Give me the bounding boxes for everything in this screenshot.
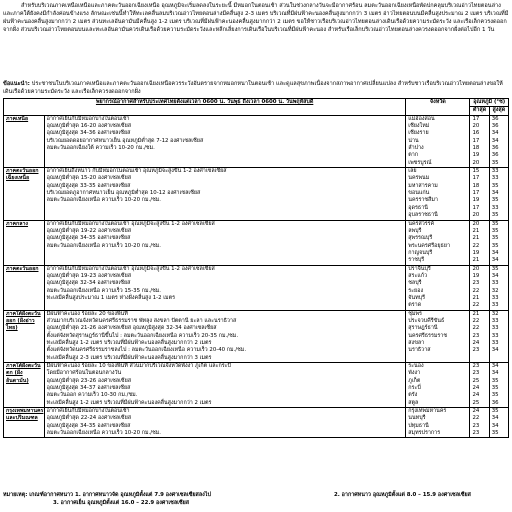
forecast-line: ส่วนมากบริเวณจังหวัดนครศรีธรรมราช พัทลุง สงขลา ปัตตานี ยะลา และนราธิวาส: [46, 317, 237, 324]
province-name: สงขลา: [408, 340, 425, 346]
forecast-line-cell: [44, 408, 406, 438]
temperature-header: อุณหภูมิ (°ซ): [470, 99, 509, 107]
min-temp: 21: [472, 257, 480, 264]
max-temp: 35: [491, 392, 499, 399]
min-temp: 20: [472, 159, 480, 166]
min-temp: 21: [472, 235, 480, 242]
min-temp: 24: [472, 340, 480, 346]
min-temp-cell: [470, 408, 489, 438]
min-temp: 22: [472, 302, 480, 309]
max-temp: 32: [491, 310, 499, 317]
forecast-line: มีฝนฟ้าคะนอง ร้อยละ 10 ของพื้นที่ ส่วนมากบริเวณจังหวัดพังงา ภูเก็ต และกระบี่: [46, 363, 231, 370]
forecast-line: อุณหภูมิต่ำสุด 16-20 องศาเซลเซียส: [46, 123, 132, 130]
min-temp: 22: [472, 317, 480, 324]
forecast-line: ลมตะวันออกเฉียงเหนือ ความเร็ว 10-20 กม./ชม.: [46, 242, 162, 249]
max-temp: 36: [491, 145, 499, 152]
province-name: สุราษฎร์ธานี: [408, 325, 438, 332]
province-name: ปทุมธานี: [408, 422, 429, 429]
min-temp: 23: [472, 280, 480, 287]
table-row: [4, 265, 509, 310]
min-temp: 24: [472, 408, 480, 415]
min-temp-cell: [470, 168, 489, 220]
min-temp: 20: [472, 123, 480, 130]
max-temp-cell: [489, 220, 508, 265]
max-temp: 35: [491, 377, 499, 384]
max-temp: 34: [491, 347, 499, 354]
min-temp: 19: [472, 249, 480, 256]
province-name: พระนครศรีอยุธยา: [408, 242, 450, 249]
forecast-line: ทะเลมีคลื่นสูง 2-3 เมตร บริเวณที่มีฝนฟ้าคะนองคลื่นสูงมากกว่า 3 เมตร: [46, 354, 212, 361]
min-temp: 25: [472, 399, 480, 406]
max-temp-cell: [489, 115, 508, 167]
min-temp-cell: [470, 115, 489, 167]
min-temp: 17: [472, 137, 480, 144]
table-row: [4, 115, 509, 167]
forecast-line: อุณหภูมิต่ำสุด 19-23 องศาเซลเซียส: [46, 272, 132, 279]
max-temp: 34: [491, 257, 499, 264]
max-temp: 35: [491, 242, 499, 249]
max-temp: 34: [491, 415, 499, 422]
province-name: สระแก้ว: [408, 272, 428, 279]
province-name: ชุมพร: [408, 310, 422, 317]
max-temp: 34: [491, 130, 499, 137]
province-name: ตาก: [408, 152, 419, 159]
min-temp: 19: [472, 272, 480, 279]
max-temp: 34: [491, 190, 499, 197]
region-name: ภาคกลาง: [4, 220, 45, 265]
min-temp: 20: [472, 220, 480, 227]
max-temp: 35: [491, 197, 499, 204]
max-temp: 33: [491, 340, 499, 346]
footer-note-3: 3. อากาศเย็น อุณหภูมิตั้งแต่ 16.0 – 22.9 องศาเซลเซียส: [53, 499, 190, 506]
min-temp: 22: [472, 415, 480, 422]
region-name: ภาคเหนือ: [4, 115, 45, 167]
province-name: กระบี่: [408, 385, 421, 392]
forecast-line: อุณหภูมิต่ำสุด 22-24 องศาเซลเซียส: [46, 415, 132, 422]
min-temp: 23: [472, 422, 480, 429]
forecast-line: ลมตะวันออกเฉียงเหนือ ความเร็ว 10-20 กม./ชม.: [46, 197, 162, 204]
province-name-cell: [406, 310, 470, 362]
province-name: ลำปาง: [408, 145, 424, 152]
region-name: กรุงเทพมหานคร และปริมณฑล: [4, 408, 45, 438]
province-name: แม่ฮ่องสอน: [408, 115, 435, 122]
province-name: ระนอง: [408, 363, 424, 370]
forecast-line: อุณหภูมิสูงสุด 34-35 องศาเซลเซียส: [46, 422, 131, 429]
min-temp-cell: [470, 265, 489, 310]
forecast-table: [3, 98, 509, 438]
forecast-line: ลมตะวันออก ความเร็ว 10-30 กม./ชม.: [46, 392, 138, 399]
forecast-line-cell: [44, 310, 406, 362]
max-temp-cell: [489, 363, 508, 408]
province-name: ตราด: [408, 302, 422, 309]
min-temp: 23: [472, 347, 480, 354]
max-temp: 33: [491, 302, 499, 309]
forecast-line: อุณหภูมิสูงสุด 33-35 องศาเซลเซียส: [46, 182, 131, 189]
max-temp: 33: [491, 317, 499, 324]
forecast-line: บริเวณยอดภูอากาศหนาวเย็น อุณหภูมิต่ำสุด 10-12 องศาเซลเซียส: [46, 190, 201, 197]
forecast-line: อุณหภูมิสูงสุด 34-35 องศาเซลเซียส: [46, 235, 131, 242]
max-temp: 35: [491, 385, 499, 392]
regions-body: [4, 115, 509, 438]
province-name: อุบลราชธานี: [408, 212, 438, 219]
forecast-line: อุณหภูมิต่ำสุด 19-22 องศาเซลเซียส: [46, 227, 132, 234]
max-temp: 35: [491, 408, 499, 415]
max-temp: 36: [491, 399, 499, 406]
forecast-line: อากาศเย็นกับมีหมอกบางในตอนเช้า อุณหภูมิจะสูงขึ้น 1-2 องศาเซลเซียส: [46, 265, 215, 272]
advice-box: [3, 80, 509, 97]
province-name: นครศรีธรรมราช: [408, 332, 447, 339]
province-name: เชียงใหม่: [408, 123, 430, 130]
province-name: ภูเก็ต: [408, 377, 421, 384]
min-temp: 18: [472, 182, 480, 189]
max-temp-cell: [489, 408, 508, 438]
forecast-line-cell: [44, 168, 406, 220]
forecast-line: อุณหภูมิต่ำสุด 15-20 องศาเซลเซียส: [46, 175, 132, 182]
min-temp: 24: [472, 385, 480, 392]
province-name: มหาสารคาม: [408, 182, 438, 189]
province-name: สมุทรปราการ: [408, 430, 441, 437]
province-name: กรุงเทพมหานคร: [408, 408, 447, 415]
min-temp: 20: [472, 212, 480, 219]
advice-label: ข้อแนะนำ:: [3, 81, 32, 87]
province-name: ลพบุรี: [408, 227, 422, 234]
province-name: ราชบุรี: [408, 257, 425, 264]
max-temp: 33: [491, 204, 499, 211]
forecast-line: ลมตะวันออกเฉียงใต้ ความเร็ว 10-20 กม./ชม.: [46, 145, 155, 152]
min-temp: 17: [472, 204, 480, 211]
forecast-line: อากาศเย็นถึงหนาว กับมีหมอกในตอนเช้า อุณหภูมิจะสูงขึ้น 1-2 องศาเซลเซียส: [46, 168, 227, 175]
forecast-line: ทะเลมีคลื่นสูง 1-2 เมตร บริเวณที่มีฝนฟ้าคะนองคลื่นสูงมากกว่า 2 เมตร: [46, 340, 212, 346]
province-name: อุดรธานี: [408, 204, 428, 211]
min-temp: 17: [472, 175, 480, 182]
max-temp: 34: [491, 137, 499, 144]
max-temp: 33: [491, 294, 499, 301]
max-temp: 33: [491, 332, 499, 339]
forecast-line: ตั้งแต่จังหวัดนครศรีธรรมราชลงไป : ลมตะวันออกเฉียงเหนือ ความเร็ว 20-40 กม./ชม.: [46, 347, 247, 354]
max-temp: 33: [491, 325, 499, 332]
min-temp-cell: [470, 363, 489, 408]
region-name: ภาคตะวันออก: [4, 265, 45, 310]
province-name-cell: [406, 220, 470, 265]
forecast-line: อุณหภูมิสูงสุด 34-36 องศาเซลเซียส: [46, 130, 131, 137]
min-temp-cell: [470, 220, 489, 265]
province-name-cell: [406, 363, 470, 408]
forecast-line: ทะเลมีคลื่นสูงประมาณ 1 เมตร ห่างฝั่งคลื่นสูง 1-2 เมตร: [46, 294, 176, 301]
table-row: [4, 408, 509, 438]
min-temp: 22: [472, 242, 480, 249]
table-row: [4, 168, 509, 220]
region-name: ภาคใต้ฝั่งตะวันออก (ฝั่งอ่าวไทย): [4, 310, 45, 362]
intro-paragraph: สำหรับบริเวณภาคเหนือเหนือและภาคตะวันออกเฉียงเหนือ อุณหภูมิจะเริ่มลดลงในระยะนี้ มีหมอกในตอนเช้า ส่วนในช่วงกลางวันจะมีอากาศร้อน ลมตะวันออกเฉียงเหนือพัดปกคลุมบริเวณอ่าวไทยตอนล่างและภาคใต้ยังคงมีกำลังค่อนข้างแรง ลักษณะเช่นนี้ทำให้ทะเลคลื่นลมบริเวณอ่าวไทยตอนล่างมีคลื่นสูง 2-3 เมตร บริเวณที่มีฝนฟ้าคะนองคลื่นสูงมากกว่า 3 เมตร อ่าวไทยตอนบนมีคลื่นสูงประมาณ 2 เมตร บริเวณที่มีฝนฟ้าคะนองคลื่นสูงมากกว่า 2 เมตร ส่วนทะเลอันดามันมีคลื่นสูง 1-2 เมตร บริเวณที่มีฝนฟ้าคะนองคลื่นสูงมากกว่า 2 เมตร ขอให้ชาวเรือบริเวณอ่าวไทยตอนล่างเดินเรือด้วยความระมัดระวัง และเรือเล็กควรงดออกจากฝั่ง ส่วนบริเวณอ่าวไทยตอนบนและทะเลอันดามันควรเดินเรือด้วยความระมัดระวังและหลีกเลี่ยงการเดินเรือในบริเวณที่มีฝนฟ้าคะนอง สำหรับเรือเล็กบริเวณอ่าวไทยตอนล่างควรงดออกจากฝั่งต่อไปอีก 1 วัน: [3, 3, 509, 34]
forecast-line: มีฝนฟ้าคะนอง ร้อยละ 20 ของพื้นที่: [46, 310, 128, 317]
province-name: สตูล: [408, 399, 419, 406]
forecast-line: อุณหภูมิต่ำสุด 21-26 องศาเซลเซียส อุณหภูมิสูงสุด 32-34 องศาเซลเซียส: [46, 325, 217, 332]
max-temp: 35: [491, 220, 499, 227]
max-temp: 34: [491, 422, 499, 429]
table-row: [4, 363, 509, 408]
min-temp: 23: [472, 370, 480, 377]
min-temp: 16: [472, 130, 480, 137]
min-temp: 18: [472, 145, 480, 152]
forecast-title-header: พยากรณ์อากาศสำหรับประเทศไทยตั้งแต่เวลา 0600 น. วันพุธ ถึงเวลา 0600 น. วันพฤหัสบดี: [4, 99, 406, 116]
province-name: นราธิวาส: [408, 347, 431, 354]
max-temp: 35: [491, 159, 499, 166]
province-header: จังหวัด: [406, 99, 470, 116]
max-temp: 33: [491, 280, 499, 287]
min-temp: 17: [472, 190, 480, 197]
min-temp: 22: [472, 325, 480, 332]
min-temp: 15: [472, 168, 480, 175]
max-temp: 32: [491, 287, 499, 294]
footer-note-2: 2. อากาศหนาว อุณหภูมิตั้งแต่ 8.0 – 15.9 องศาเซลเซียส: [334, 492, 471, 498]
forecast-line-cell: [44, 115, 406, 167]
forecast-line: อากาศเย็นกับมีหมอกบางในตอนเช้า: [46, 408, 130, 415]
max-temp-cell: [489, 310, 508, 362]
advice-text: ประชาชนในบริเวณภาคเหนือและภาคตะวันออกเฉียงเหนือควรระวังอันตรายจากหมอกหนาในตอนเช้า และดูแลสุขภาพเนื่องจากสภาพอากาศเปลี่ยนแปลง สำหรับชาวเรือบริเวณอ่าวไทยตอนล่างขอให้เดินเรือด้วยความระมัดระวัง และเรือเล็กควรงดออกจากฝั่ง: [3, 81, 503, 96]
province-name: สุพรรณบุรี: [408, 235, 433, 242]
province-name-cell: [406, 115, 470, 167]
forecast-line-cell: [44, 265, 406, 310]
max-temp: 35: [491, 430, 499, 437]
forecast-line: อุณหภูมิสูงสุด 34-37 องศาเซลเซียส: [46, 385, 131, 392]
province-name-cell: [406, 408, 470, 438]
min-temp: 21: [472, 227, 480, 234]
province-name: ปราจีนบุรี: [408, 265, 431, 272]
province-name: พังงา: [408, 370, 421, 377]
forecast-line: ลมตะวันออกเฉียงเหนือ ความเร็ว 10-20 กม./ชม.: [46, 430, 162, 437]
min-temp: 19: [472, 197, 480, 204]
province-name-cell: [406, 168, 470, 220]
province-name: กาญจนบุรี: [408, 249, 433, 256]
max-temp: 35: [491, 235, 499, 242]
min-temp: 21: [472, 310, 480, 317]
max-temp: 35: [491, 227, 499, 234]
province-name: นครสวรรค์: [408, 220, 435, 227]
table-row: [4, 220, 509, 265]
min-temp: 23: [472, 332, 480, 339]
max-temp: 35: [491, 212, 499, 219]
forecast-line-cell: [44, 363, 406, 408]
min-temp-cell: [470, 310, 489, 362]
max-temp: 36: [491, 123, 499, 130]
table-row: [4, 310, 509, 362]
province-name: นนทบุรี: [408, 415, 426, 422]
province-name: ชลบุรี: [408, 280, 422, 287]
forecast-line-cell: [44, 220, 406, 265]
forecast-line: อุณหภูมิสูงสุด 32-34 องศาเซลเซียส: [46, 280, 131, 287]
max-temp: 35: [491, 182, 499, 189]
province-name: ขอนแก่น: [408, 190, 430, 197]
forecast-line: ตั้งแต่จังหวัดสุราษฎร์ธานีขึ้นไป : ลมตะวันออกเฉียงเหนือ ความเร็ว 20-35 กม./ชม.: [46, 332, 239, 339]
province-name: เชียงราย: [408, 130, 429, 137]
province-name-cell: [406, 265, 470, 310]
province-name: เลย: [408, 168, 417, 175]
forecast-line: บริเวณยอดดอยอากาศหนาวเย็น อุณหภูมิต่ำสุด 7-12 องศาเซลเซียส: [46, 137, 204, 144]
min-temp: 19: [472, 152, 480, 159]
forecast-line: ลมตะวันออกเฉียงเหนือ ความเร็ว 15-35 กม./ชม.: [46, 287, 162, 294]
province-name: จันทบุรี: [408, 294, 425, 301]
footer-note-1: หมายเหตุ: เกณฑ์อากาศหนาว 1. อากาศหนาวจัด อุณหภูมิตั้งแต่ 7.9 องศาเซลเซียสลงไป: [3, 492, 211, 498]
region-name: ภาคตะวันออกเฉียงเหนือ: [4, 168, 45, 220]
forecast-line: อุณหภูมิต่ำสุด 23-26 องศาเซลเซียส: [46, 377, 132, 384]
province-name: ประจวบคีรีขันธ์: [408, 317, 445, 324]
max-temp-cell: [489, 265, 508, 310]
min-temp: 23: [472, 363, 480, 370]
max-temp: 35: [491, 265, 499, 272]
forecast-line: อากาศเย็นกับมีหมอกบางในตอนเช้า: [46, 115, 130, 122]
min-header: ต่ำสุด: [470, 107, 489, 115]
table-header-row: [4, 99, 509, 107]
province-name: นครราชสีมา: [408, 197, 438, 204]
forecast-line: โดยมีอากาศร้อนในตอนกลางวัน: [46, 370, 122, 377]
province-name: นครพนม: [408, 175, 430, 182]
max-temp: 34: [491, 363, 499, 370]
province-name: ระยอง: [408, 287, 424, 294]
max-temp: 34: [491, 249, 499, 256]
max-temp: 36: [491, 115, 499, 122]
max-temp: 33: [491, 175, 499, 182]
min-temp: 25: [472, 377, 480, 384]
max-temp: 34: [491, 272, 499, 279]
min-temp: 17: [472, 115, 480, 122]
province-name: เพชรบูรณ์: [408, 159, 432, 166]
province-name: น่าน: [408, 137, 419, 144]
province-name: ตรัง: [408, 392, 418, 399]
min-temp: 23: [472, 430, 480, 437]
region-name: ภาคใต้ฝั่งตะวันตก (ฝั่งอันดามัน): [4, 363, 45, 408]
max-temp: 33: [491, 168, 499, 175]
max-header: สูงสุด: [489, 107, 508, 115]
min-temp: 22: [472, 287, 480, 294]
forecast-line: ทะเลมีคลื่นสูง 1-2 เมตร บริเวณที่มีฝนฟ้าคะนองคลื่นสูงมากกว่า 2 เมตร: [46, 399, 212, 406]
footer-notes: [3, 492, 509, 506]
forecast-line: อากาศเย็นกับมีหมอกบางในตอนเช้า อุณหภูมิจะสูงขึ้น 1-2 องศาเซลเซียส: [46, 220, 215, 227]
min-temp: 24: [472, 392, 480, 399]
min-temp: 21: [472, 294, 480, 301]
max-temp: 36: [491, 152, 499, 159]
max-temp: 34: [491, 370, 499, 377]
min-temp: 20: [472, 265, 480, 272]
max-temp-cell: [489, 168, 508, 220]
